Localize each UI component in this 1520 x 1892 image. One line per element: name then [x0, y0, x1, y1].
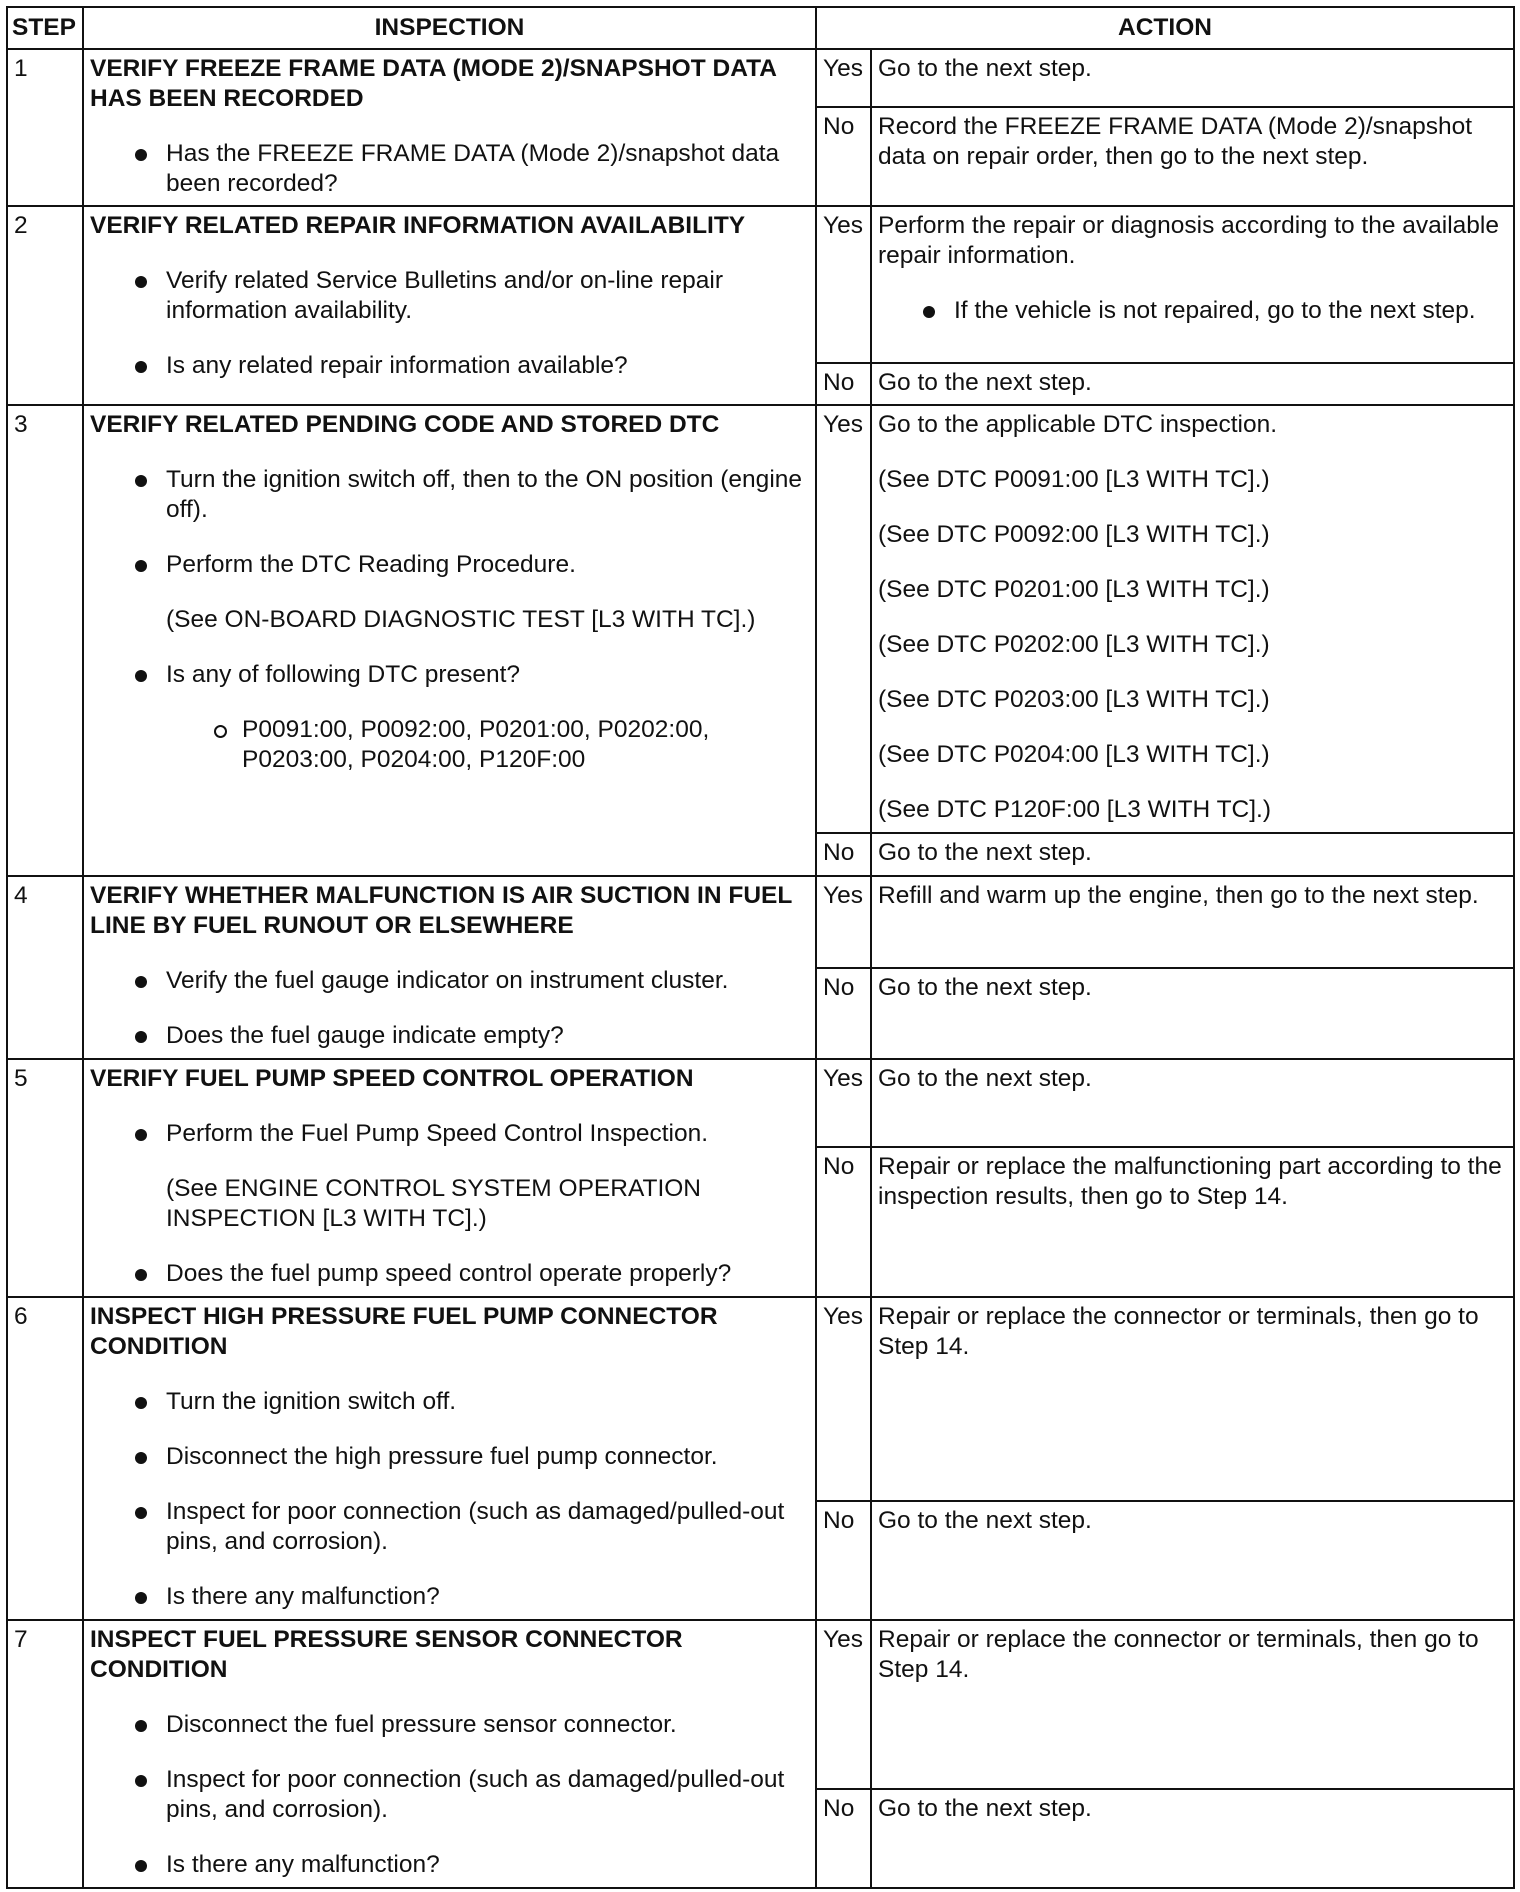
- step-number: 1: [7, 49, 83, 206]
- step-row: [7, 876, 1514, 968]
- no-label: No: [816, 833, 871, 876]
- dtc-reference: (See DTC P0202:00 [L3 WITH TC].): [878, 631, 1270, 658]
- step-row: [7, 1620, 1514, 1789]
- step-row: [7, 49, 1514, 107]
- step-number: 7: [7, 1620, 83, 1888]
- step-row: [7, 1297, 1514, 1501]
- yes-action-cell: [871, 405, 1514, 833]
- step-number: 5: [7, 1059, 83, 1297]
- inspection-title: VERIFY FREEZE FRAME DATA (MODE 2)/SNAPSHOT DATA HAS BEEN RECORDED: [90, 55, 777, 112]
- no-label: No: [816, 1789, 871, 1888]
- no-label: No: [816, 1501, 871, 1620]
- inspection-cell: [83, 1297, 816, 1620]
- yes-label: Yes: [816, 1620, 871, 1789]
- yes-action: Perform the repair or diagnosis according to the available repair information.: [878, 212, 1500, 269]
- no-action: Repair or replace the malfunctioning part according to the inspection results, then go to Step 14.: [871, 1147, 1514, 1297]
- yes-action: Go to the applicable DTC inspection.: [878, 411, 1278, 438]
- no-label: No: [816, 363, 871, 405]
- inspection-cell: [83, 405, 816, 876]
- inspection-bullet: Verify related Service Bulletins and/or on-line repair information availability.: [90, 266, 809, 326]
- inspection-bullet: Inspect for poor connection (such as damaged/pulled-out pins, and corrosion).: [90, 1497, 809, 1557]
- inspection-cell: [83, 1059, 816, 1297]
- dtc-reference: (See DTC P0092:00 [L3 WITH TC].): [878, 521, 1270, 548]
- inspection-bullet: Does the fuel gauge indicate empty?: [90, 1021, 809, 1051]
- inspection-cell: [83, 206, 816, 405]
- no-action: Go to the next step.: [871, 1789, 1514, 1888]
- no-label: No: [816, 107, 871, 206]
- inspection-title: VERIFY FUEL PUMP SPEED CONTROL OPERATION: [90, 1065, 694, 1092]
- inspection-bullet: Disconnect the fuel pressure sensor connector.: [90, 1710, 809, 1740]
- yes-action: Refill and warm up the engine, then go to the next step.: [871, 876, 1514, 968]
- inspection-title: INSPECT HIGH PRESSURE FUEL PUMP CONNECTOR CONDITION: [90, 1303, 718, 1360]
- dtc-reference: (See DTC P0091:00 [L3 WITH TC].): [878, 466, 1270, 493]
- yes-label: Yes: [816, 876, 871, 968]
- step-number: 2: [7, 206, 83, 405]
- inspection-cell: [83, 876, 816, 1059]
- inspection-bullet: Has the FREEZE FRAME DATA (Mode 2)/snapshot data been recorded?: [90, 139, 809, 199]
- inspection-title: VERIFY RELATED REPAIR INFORMATION AVAILABILITY: [90, 212, 746, 239]
- step-row: [7, 405, 1514, 833]
- step-header: STEP: [7, 7, 83, 49]
- diagnostic-procedure: [6, 6, 1513, 1889]
- dtc-list: P0091:00, P0092:00, P0201:00, P0202:00, P0203:00, P0204:00, P120F:00: [90, 715, 809, 775]
- inspection-bullet: Is any related repair information available?: [90, 351, 809, 381]
- inspection-bullet: Verify the fuel gauge indicator on instrument cluster.: [90, 966, 809, 996]
- step-row: [7, 1059, 1514, 1147]
- yes-label: Yes: [816, 405, 871, 833]
- dtc-reference: (See DTC P120F:00 [L3 WITH TC].): [878, 796, 1272, 823]
- inspection-reference: (See ON-BOARD DIAGNOSTIC TEST [L3 WITH TC].): [166, 606, 756, 633]
- step-number: 4: [7, 876, 83, 1059]
- inspection-bullet: Does the fuel pump speed control operate properly?: [90, 1259, 809, 1289]
- yes-action: Repair or replace the connector or terminals, then go to Step 14.: [871, 1620, 1514, 1789]
- inspection-title: VERIFY WHETHER MALFUNCTION IS AIR SUCTION IN FUEL LINE BY FUEL RUNOUT OR ELSEWHERE: [90, 882, 792, 939]
- no-action: Go to the next step.: [871, 363, 1514, 405]
- inspection-cell: [83, 49, 816, 206]
- inspection-bullet: Disconnect the high pressure fuel pump connector.: [90, 1442, 809, 1472]
- step-number: 3: [7, 405, 83, 876]
- header-row: [7, 7, 1514, 49]
- diagnostic-table: [6, 6, 1515, 1889]
- inspection-bullet: Is there any malfunction?: [90, 1850, 809, 1880]
- yes-action: Go to the next step.: [871, 49, 1514, 107]
- dtc-reference: (See DTC P0201:00 [L3 WITH TC].): [878, 576, 1270, 603]
- step-number: 6: [7, 1297, 83, 1620]
- inspection-bullet: Inspect for poor connection (such as damaged/pulled-out pins, and corrosion).: [90, 1765, 809, 1825]
- no-action: Go to the next step.: [871, 833, 1514, 876]
- no-action: Go to the next step.: [871, 968, 1514, 1059]
- step-row: [7, 206, 1514, 363]
- inspection-bullet: Perform the DTC Reading Procedure.: [90, 550, 809, 580]
- yes-action: Go to the next step.: [871, 1059, 1514, 1147]
- yes-action-cell: [871, 206, 1514, 363]
- inspection-reference: (See ENGINE CONTROL SYSTEM OPERATION INSPECTION [L3 WITH TC].): [166, 1175, 702, 1232]
- inspection-title: INSPECT FUEL PRESSURE SENSOR CONNECTOR CONDITION: [90, 1626, 683, 1683]
- no-action: Go to the next step.: [871, 1501, 1514, 1620]
- yes-label: Yes: [816, 1297, 871, 1501]
- yes-label: Yes: [816, 1059, 871, 1147]
- inspection-title: VERIFY RELATED PENDING CODE AND STORED DTC: [90, 411, 720, 438]
- inspection-bullet: Turn the ignition switch off.: [90, 1387, 809, 1417]
- action-header: ACTION: [816, 7, 1514, 49]
- yes-action-bullet: If the vehicle is not repaired, go to the next step.: [878, 296, 1507, 326]
- inspection-bullet: Is any of following DTC present?: [90, 660, 809, 690]
- yes-label: Yes: [816, 49, 871, 107]
- inspection-bullet: Is there any malfunction?: [90, 1582, 809, 1612]
- no-label: No: [816, 1147, 871, 1297]
- dtc-reference: (See DTC P0204:00 [L3 WITH TC].): [878, 741, 1270, 768]
- no-action: Record the FREEZE FRAME DATA (Mode 2)/snapshot data on repair order, then go to the next step.: [871, 107, 1514, 206]
- inspection-cell: [83, 1620, 816, 1888]
- yes-action: Repair or replace the connector or terminals, then go to Step 14.: [871, 1297, 1514, 1501]
- dtc-reference: (See DTC P0203:00 [L3 WITH TC].): [878, 686, 1270, 713]
- inspection-bullet: Perform the Fuel Pump Speed Control Inspection.: [90, 1119, 809, 1149]
- inspection-header: INSPECTION: [83, 7, 816, 49]
- no-label: No: [816, 968, 871, 1059]
- inspection-bullet: Turn the ignition switch off, then to the ON position (engine off).: [90, 465, 809, 525]
- yes-label: Yes: [816, 206, 871, 363]
